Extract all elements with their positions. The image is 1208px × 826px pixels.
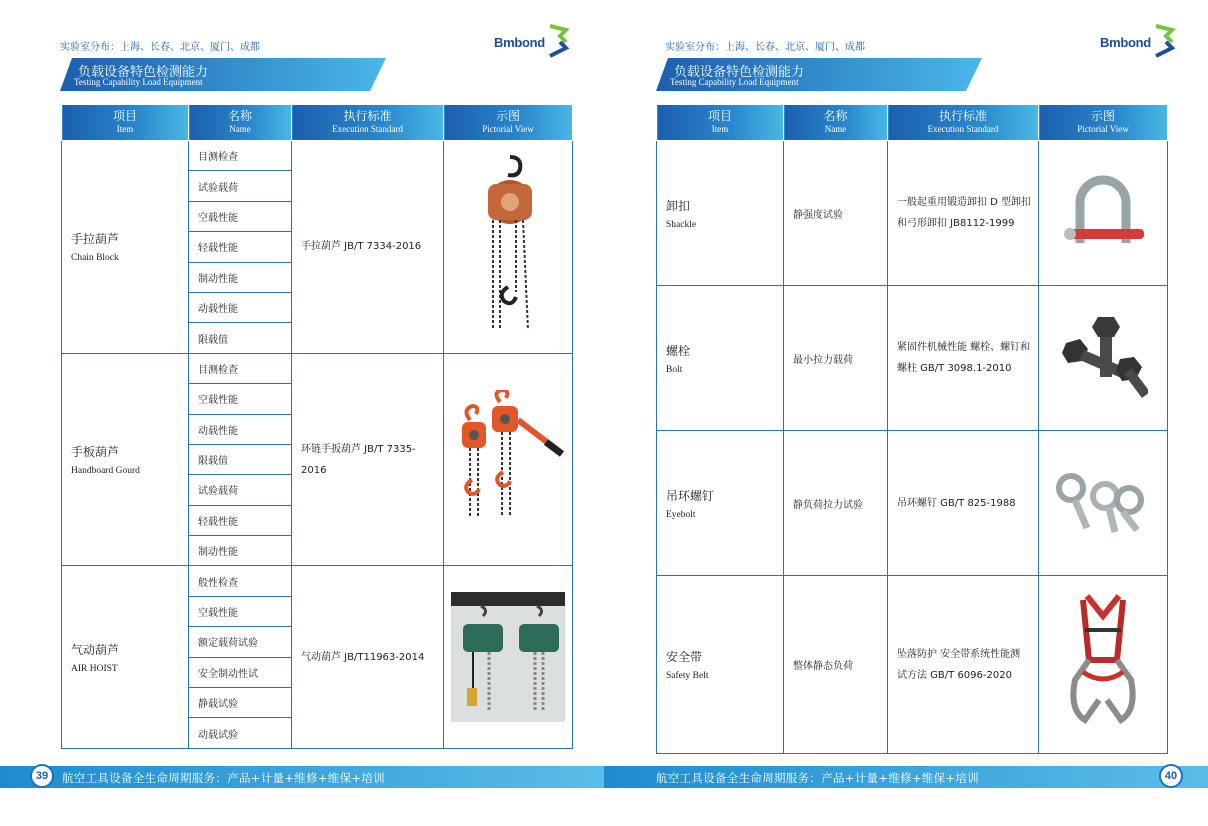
footer-slogan: 航空工具设备全生命周期服务：产品+计量+维修+维保+培训 <box>62 771 385 785</box>
test-name: 空载性能 <box>189 596 292 626</box>
logo-text: Bmbond <box>494 34 545 50</box>
col-header-name: 名称 Name <box>784 105 888 141</box>
picture-cell <box>1039 576 1168 754</box>
footer-bar <box>0 766 604 788</box>
banner-subtitle: Testing Capability Load Equipment <box>670 77 799 87</box>
col-header-picture: 示图 Pictorial View <box>1039 105 1168 141</box>
test-name: 目测检查 <box>189 141 292 171</box>
footer-slogan: 航空工具设备全生命周期服务：产品+计量+维修+维保+培训 <box>656 771 979 785</box>
standard-cell: 吊环螺钉 GB/T 825-1988 <box>888 431 1039 576</box>
standard-cell: 气动葫芦 JB/T11963-2014 <box>292 566 444 748</box>
test-name: 限载值 <box>189 323 292 353</box>
col-header-item: 项目 Item <box>657 105 784 141</box>
item-cell: 螺栓 Bolt <box>657 286 784 431</box>
test-name: 动载试验 <box>189 718 292 748</box>
test-name: 轻载性能 <box>189 232 292 262</box>
picture-cell <box>444 141 573 354</box>
shackle-image <box>1058 173 1148 253</box>
test-name: 般性检查 <box>189 566 292 596</box>
safety-harness-image <box>1063 590 1143 740</box>
picture-cell <box>444 566 573 748</box>
item-cell: 安全带 Safety Belt <box>657 576 784 754</box>
picture-cell <box>1039 141 1168 286</box>
left-capability-table <box>61 104 573 749</box>
test-name: 动载性能 <box>189 414 292 444</box>
picture-cell <box>444 353 573 566</box>
standard-cell: 紧固件机械性能 螺栓、螺钉和 螺柱 GB/T 3098.1-2010 <box>888 286 1039 431</box>
col-header-standard: 执行标准 Execution Standard <box>292 105 444 141</box>
standard-cell: 手拉葫芦 JB/T 7334-2016 <box>292 141 444 354</box>
table-header-row <box>657 105 1168 141</box>
banner-subtitle: Testing Capability Load Equipment <box>74 77 203 87</box>
test-name: 试验载荷 <box>189 475 292 505</box>
test-name: 额定载荷试验 <box>189 627 292 657</box>
col-header-name: 名称 Name <box>189 105 292 141</box>
test-name: 动载性能 <box>189 292 292 322</box>
table-row <box>657 576 1168 754</box>
eyebolt-image <box>1053 468 1153 538</box>
item-cell: 吊环螺钉 Eyebolt <box>657 431 784 576</box>
banner-title: 负载设备特色检测能力 <box>674 65 805 80</box>
picture-cell <box>1039 286 1168 431</box>
col-header-picture: 示图 Pictorial View <box>444 105 573 141</box>
lab-locations: 实验室分布：上海、长春、北京、厦门、成都 <box>60 42 260 53</box>
table-row <box>62 566 573 596</box>
chain-block-image <box>458 152 558 342</box>
air-hoist-image <box>451 592 565 722</box>
test-name: 制动性能 <box>189 536 292 566</box>
item-cell: 手板葫芦 Handboard Gourd <box>62 353 189 566</box>
item-cell: 手拉葫芦 Chain Block <box>62 141 189 354</box>
right-capability-table <box>656 104 1168 754</box>
test-name: 整体静态负荷 <box>784 576 888 754</box>
section-banner <box>60 58 390 91</box>
picture-cell <box>1039 431 1168 576</box>
table-row <box>657 431 1168 576</box>
test-name: 空载性能 <box>189 384 292 414</box>
table-row <box>657 141 1168 286</box>
standard-cell: 环链手扳葫芦 JB/T 7335-2016 <box>292 353 444 566</box>
right-page <box>604 0 1208 826</box>
item-cell: 气动葫芦 AIR HOIST <box>62 566 189 748</box>
banner-title: 负载设备特色检测能力 <box>78 65 209 80</box>
page-number: 39 <box>30 764 54 788</box>
test-name: 静强度试验 <box>784 141 888 286</box>
logo-mark-icon <box>1154 24 1176 60</box>
test-name: 限载值 <box>189 444 292 474</box>
col-header-standard: 执行标准 Execution Standard <box>888 105 1039 141</box>
bolt-image <box>1058 313 1148 403</box>
test-name: 最小拉力载荷 <box>784 286 888 431</box>
test-name: 制动性能 <box>189 262 292 292</box>
test-name: 静负荷拉力试验 <box>784 431 888 576</box>
col-header-item: 项目 Item <box>62 105 189 141</box>
section-banner <box>656 58 986 91</box>
standard-cell: 一般起重用锻造卸扣 D 型卸扣 和弓形卸扣 JB8112-1999 <box>888 141 1039 286</box>
test-name: 试验载荷 <box>189 171 292 201</box>
test-name: 安全制动性试 <box>189 657 292 687</box>
test-name: 目测检查 <box>189 353 292 383</box>
logo-mark-icon <box>548 24 570 60</box>
table-row <box>62 141 573 171</box>
table-header-row <box>62 105 573 141</box>
footer-bar <box>604 766 1208 788</box>
brand-logo <box>1100 24 1176 60</box>
lab-locations: 实验室分布：上海、长春、北京、厦门、成都 <box>665 42 865 53</box>
test-name: 静载试验 <box>189 688 292 718</box>
brand-logo <box>494 24 570 60</box>
table-row <box>62 353 573 383</box>
logo-text: Bmbond <box>1100 34 1151 50</box>
test-name: 轻载性能 <box>189 505 292 535</box>
test-name: 空载性能 <box>189 201 292 231</box>
table-row <box>657 286 1168 431</box>
standard-cell: 坠落防护 安全带系统性能测 试方法 GB/T 6096-2020 <box>888 576 1039 754</box>
lever-hoist-image <box>448 390 568 530</box>
item-cell: 卸扣 Shackle <box>657 141 784 286</box>
page-number: 40 <box>1159 764 1183 788</box>
